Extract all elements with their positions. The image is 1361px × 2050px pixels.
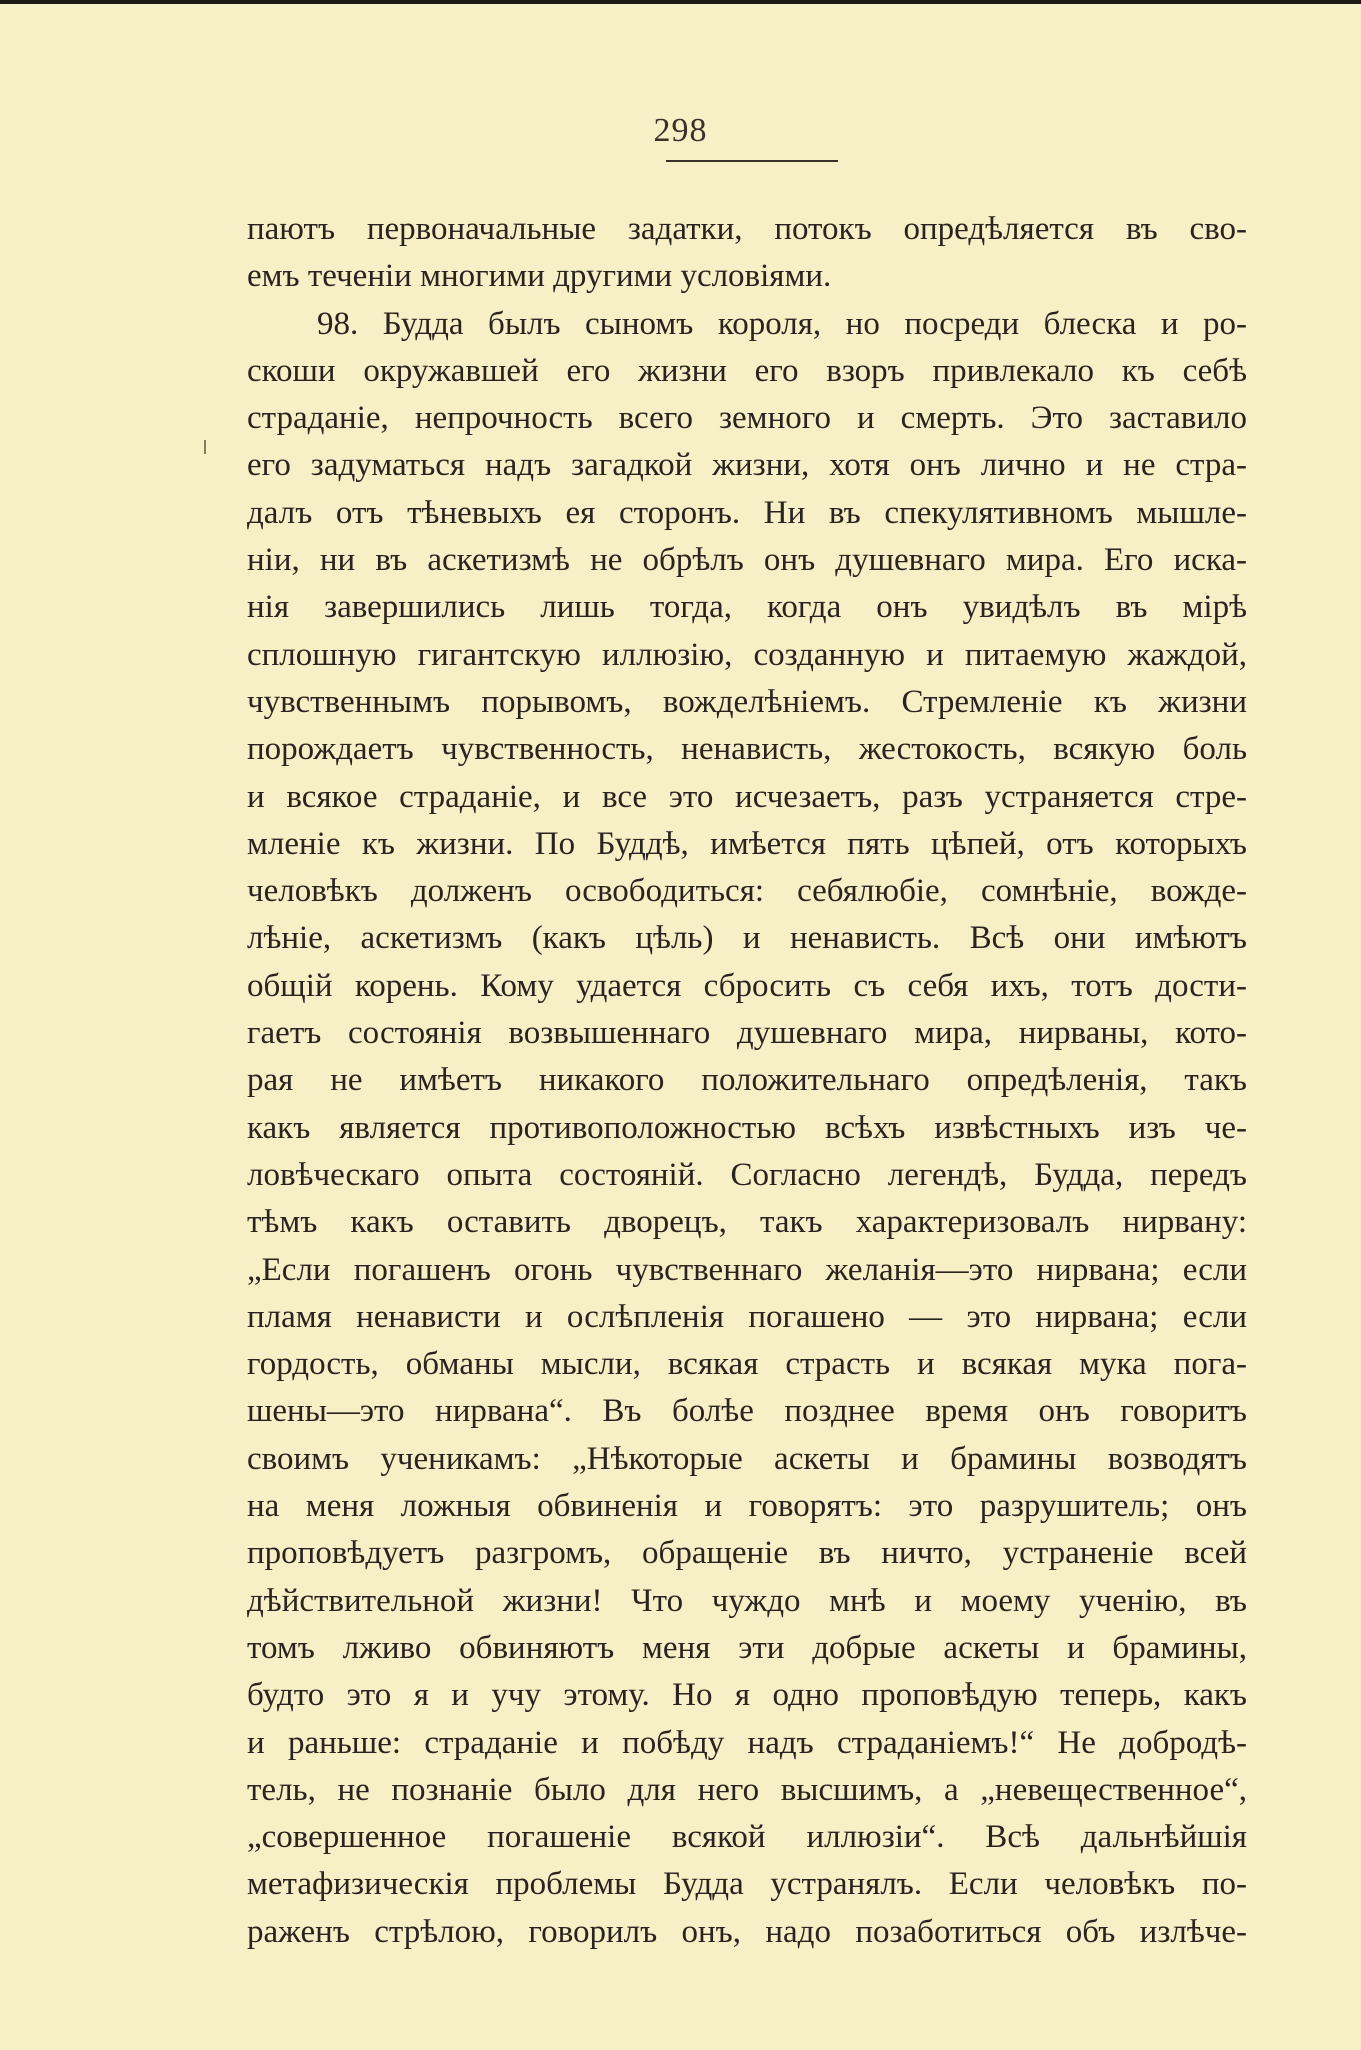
text-line: дѣйствительной жизни! Что чуждо мнѣ и моему ученію, въ	[247, 1582, 1247, 1619]
text-line: пламя ненависти и ослѣпленія погашено — это нирвана; если	[247, 1298, 1247, 1335]
scan-top-edge	[0, 0, 1361, 4]
paragraph-start-line: 98. Будда былъ сыномъ короля, но посреди блеска и ро-	[317, 305, 1247, 342]
text-line: лѣніе, аскетизмъ (какъ цѣль) и ненависть. Всѣ они имѣютъ	[247, 920, 1247, 957]
text-line: мленіе къ жизни. По Буддѣ, имѣется пять цѣпей, отъ которыхъ	[247, 825, 1247, 862]
text-line: метафизическія проблемы Будда устранялъ. Если человѣкъ по-	[247, 1866, 1247, 1903]
text-line: шены—это нирвана“. Въ болѣе позднее время онъ говоритъ	[247, 1393, 1247, 1430]
body-text	[247, 206, 1247, 1956]
page-number-rule	[666, 160, 838, 162]
text-line: на меня ложныя обвиненія и говорятъ: это разрушитель; онъ	[247, 1488, 1247, 1525]
text-line: и раньше: страданіе и побѣду надъ страданіемъ!“ Не добродѣ-	[247, 1724, 1247, 1761]
text-line: скоши окружавшей его жизни его взоръ привлекало къ себѣ	[247, 352, 1247, 389]
text-line: будто это я и учу этому. Но я одно проповѣдую теперь, какъ	[247, 1677, 1247, 1714]
text-line: общій корень. Кому удается сбросить съ себя ихъ, тотъ дости-	[247, 967, 1247, 1004]
text-line: сплошную гигантскую иллюзію, созданную и питаемую жаждой,	[247, 636, 1247, 673]
text-line: тель, не познаніе было для него высшимъ, а „невещественное“,	[247, 1771, 1247, 1808]
text-line: человѣкъ долженъ освободиться: себялюбіе, сомнѣніе, вожде-	[247, 873, 1247, 910]
text-line: „Если погашенъ огонь чувственнаго желанія—это нирвана; если	[247, 1251, 1247, 1288]
text-line: и всякое страданіе, и все это исчезаетъ, разъ устраняется стре-	[247, 778, 1247, 815]
margin-mark	[204, 440, 206, 454]
text-line: гаетъ состоянія возвышеннаго душевнаго мира, нирваны, кото-	[247, 1015, 1247, 1052]
text-line: „совершенное погашеніе всякой иллюзіи“. Всѣ дальнѣйшія	[247, 1819, 1247, 1856]
text-line: страданіе, непрочность всего земного и смерть. Это заставило	[247, 400, 1247, 437]
text-line: емъ теченіи многими другими условіями.	[247, 258, 832, 295]
page-number: 298	[653, 112, 708, 149]
text-line: далъ отъ тѣневыхъ ея сторонъ. Ни въ спекулятивномъ мышле-	[247, 494, 1247, 531]
text-line: своимъ ученикамъ: „Нѣкоторые аскеты и брамины возводятъ	[247, 1440, 1247, 1477]
text-line: порождаетъ чувственность, ненависть, жестокость, всякую боль	[247, 731, 1247, 768]
text-line: чувственнымъ порывомъ, вожделѣніемъ. Стремленіе къ жизни	[247, 683, 1247, 720]
text-line: раженъ стрѣлою, говорилъ онъ, надо позаботиться объ излѣче-	[247, 1913, 1247, 1950]
text-line: ніи, ни въ аскетизмѣ не обрѣлъ онъ душевнаго мира. Его иска-	[247, 542, 1247, 579]
text-line: его задуматься надъ загадкой жизни, хотя онъ лично и не стра-	[247, 447, 1247, 484]
text-line: какъ является противоположностью всѣхъ извѣстныхъ изъ че-	[247, 1109, 1247, 1146]
text-line: томъ лживо обвиняютъ меня эти добрые аскеты и брамины,	[247, 1629, 1247, 1666]
text-line: гордость, обманы мысли, всякая страсть и всякая мука пога-	[247, 1346, 1247, 1383]
text-line: проповѣдуетъ разгромъ, обращеніе въ ничто, устраненіе всей	[247, 1535, 1247, 1572]
text-line: тѣмъ какъ оставить дворецъ, такъ характеризовалъ нирвану:	[247, 1204, 1247, 1241]
text-line: паютъ первоначальные задатки, потокъ опредѣляется въ сво-	[247, 211, 1247, 247]
text-line: ловѣческаго опыта состояній. Согласно легендѣ, Будда, передъ	[247, 1156, 1247, 1193]
text-line: нія завершились лишь тогда, когда онъ увидѣлъ въ мірѣ	[247, 589, 1247, 626]
text-line: рая не имѣетъ никакого положительнаго опредѣленія, такъ	[247, 1062, 1247, 1099]
